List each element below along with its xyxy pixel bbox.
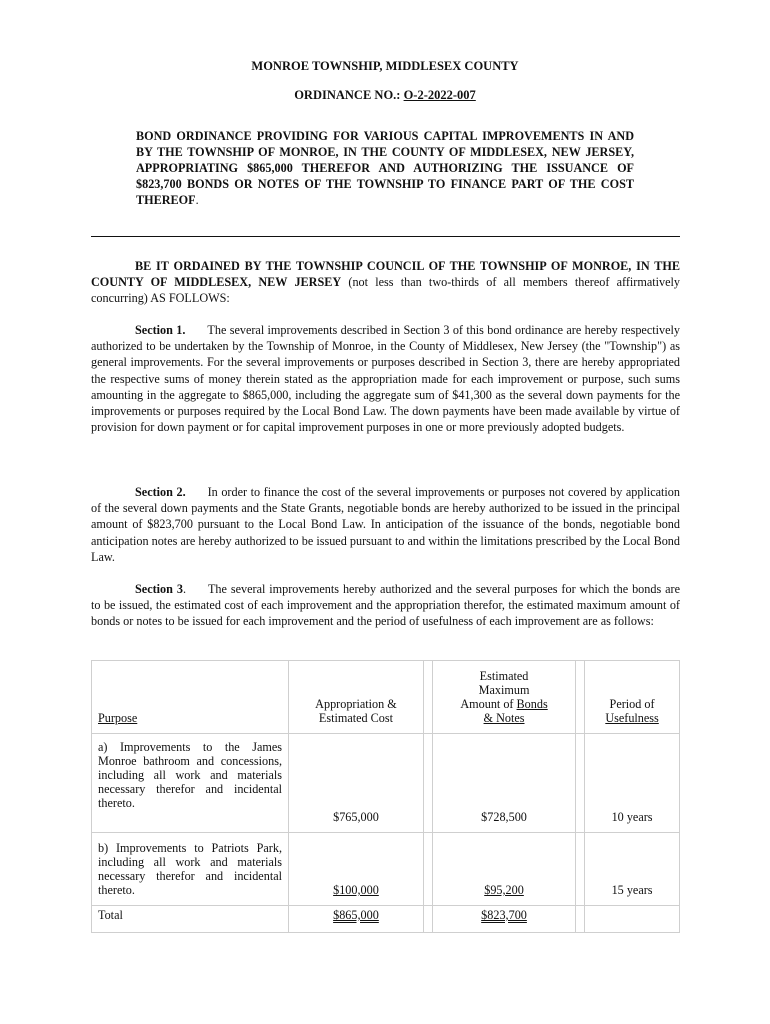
row-appropriation: $100,000 — [289, 833, 424, 906]
row-period: 10 years — [585, 734, 680, 833]
row-maximum: $728,500 — [432, 734, 575, 833]
column-gap — [423, 906, 432, 933]
row-purpose: a) Improvements to the James Monroe bathroom and concessions, including all work and materials necessary therefor and incidental thereto. — [92, 734, 289, 833]
row-maximum: $95,200 — [432, 833, 575, 906]
section-2-text: In order to finance the cost of the several improvements or purposes not covered by application of the several down payments and the State Grants, negotiable bonds are hereby authorized to be issued in the principal amount of $823,700 pursuant to the Local Bond Law. In anticipation of the issuance of the bonds, negotiable bond anticipation notes are hereby authorized to be issued pursuant to and within the limitations prescribed by the Local Bond Law. — [91, 485, 680, 564]
section-1-label: Section 1. — [135, 323, 186, 337]
section-3-label: Section 3 — [135, 582, 183, 596]
section-3-label-period: . — [182, 582, 186, 596]
total-period — [585, 906, 680, 933]
ordinance-number: O-2-2022-007 — [403, 88, 476, 102]
table-row — [92, 734, 680, 833]
header-appropriation: Appropriation & Estimated Cost — [289, 661, 424, 734]
section-1-text: The several improvements described in Section 3 of this bond ordinance are hereby respectively authorized to be undertaken by the Township of Monroe, in the County of Middlesex, New Jersey (the "Township") as general improvements. For the several improvements or purposes described in Section 3, there are hereby appropriated the respective sums of money therein stated as the appropriation made for each improvement or purpose, such sums amounting in the aggregate to $865,000, including the aggregate sum of $41,300 as the several down payments for the improvements or purposes required by the Local Bond Law. The down payments have been made available by virtue of provision for down payment or for capital improvement purposes in one or more previously adopted budgets. — [91, 323, 680, 435]
row-period: 15 years — [585, 833, 680, 906]
preamble — [91, 258, 680, 307]
title-divider — [91, 236, 680, 237]
total-label: Total — [92, 906, 289, 933]
ordinance-title — [136, 128, 634, 208]
header-period: Period of Usefulness — [585, 661, 680, 734]
column-gap — [423, 661, 432, 734]
column-gap — [576, 906, 585, 933]
column-gap — [423, 833, 432, 906]
preamble-bold: BE IT ORDAINED BY THE TOWNSHIP COUNCIL OF THE TOWNSHIP OF MONROE, IN THE COUNTY OF MIDDLESEX, NEW JERSEY — [91, 259, 680, 290]
section-2 — [91, 484, 680, 565]
column-gap — [576, 833, 585, 906]
table-header-row — [92, 661, 680, 734]
total-appropriation: $865,000 — [289, 906, 424, 933]
header-purpose: Purpose — [92, 661, 289, 734]
ordinance-number-line — [0, 88, 770, 103]
section-1 — [91, 322, 680, 435]
preamble-rest: (not less than two-thirds of all members thereof affirmatively concurring) AS FOLLOWS: — [91, 275, 681, 306]
ordinance-title-text: BOND ORDINANCE PROVIDING FOR VARIOUS CAPITAL IMPROVEMENTS IN AND BY THE TOWNSHIP OF MONROE, IN THE COUNTY OF MIDDLESEX, NEW JERSEY, APPROPRIATING $865,000 THEREFOR AND AUTHORIZING THE ISSUANCE OF $823,700 BONDS OR NOTES OF THE TOWNSHIP TO FINANCE PART OF THE COST THEREOF — [136, 129, 634, 207]
header-maximum: Estimated Maximum Amount of Bonds & Notes — [432, 661, 575, 734]
section-2-label: Section 2. — [135, 485, 186, 499]
section-3 — [91, 581, 680, 630]
column-gap — [576, 661, 585, 734]
column-gap — [423, 734, 432, 833]
row-purpose: b) Improvements to Patriots Park, including all work and materials necessary therefor and incidental thereto. — [92, 833, 289, 906]
township-heading: MONROE TOWNSHIP, MIDDLESEX COUNTY — [251, 59, 519, 73]
row-appropriation: $765,000 — [289, 734, 424, 833]
improvements-table — [91, 660, 680, 933]
ordinance-label: ORDINANCE NO.: — [294, 88, 401, 102]
total-maximum: $823,700 — [432, 906, 575, 933]
ordinance-title-period: . — [195, 193, 199, 207]
section-3-text: The several improvements hereby authorized and the several purposes for which the bonds are to be issued, the estimated cost of each improvement and the appropriation therefor, the estimated maximum amount of bonds or notes to be issued for each improvement and the period of usefulness of each improvement are as follows: — [91, 582, 680, 629]
table-total-row — [92, 906, 680, 933]
column-gap — [576, 734, 585, 833]
table-row — [92, 833, 680, 906]
